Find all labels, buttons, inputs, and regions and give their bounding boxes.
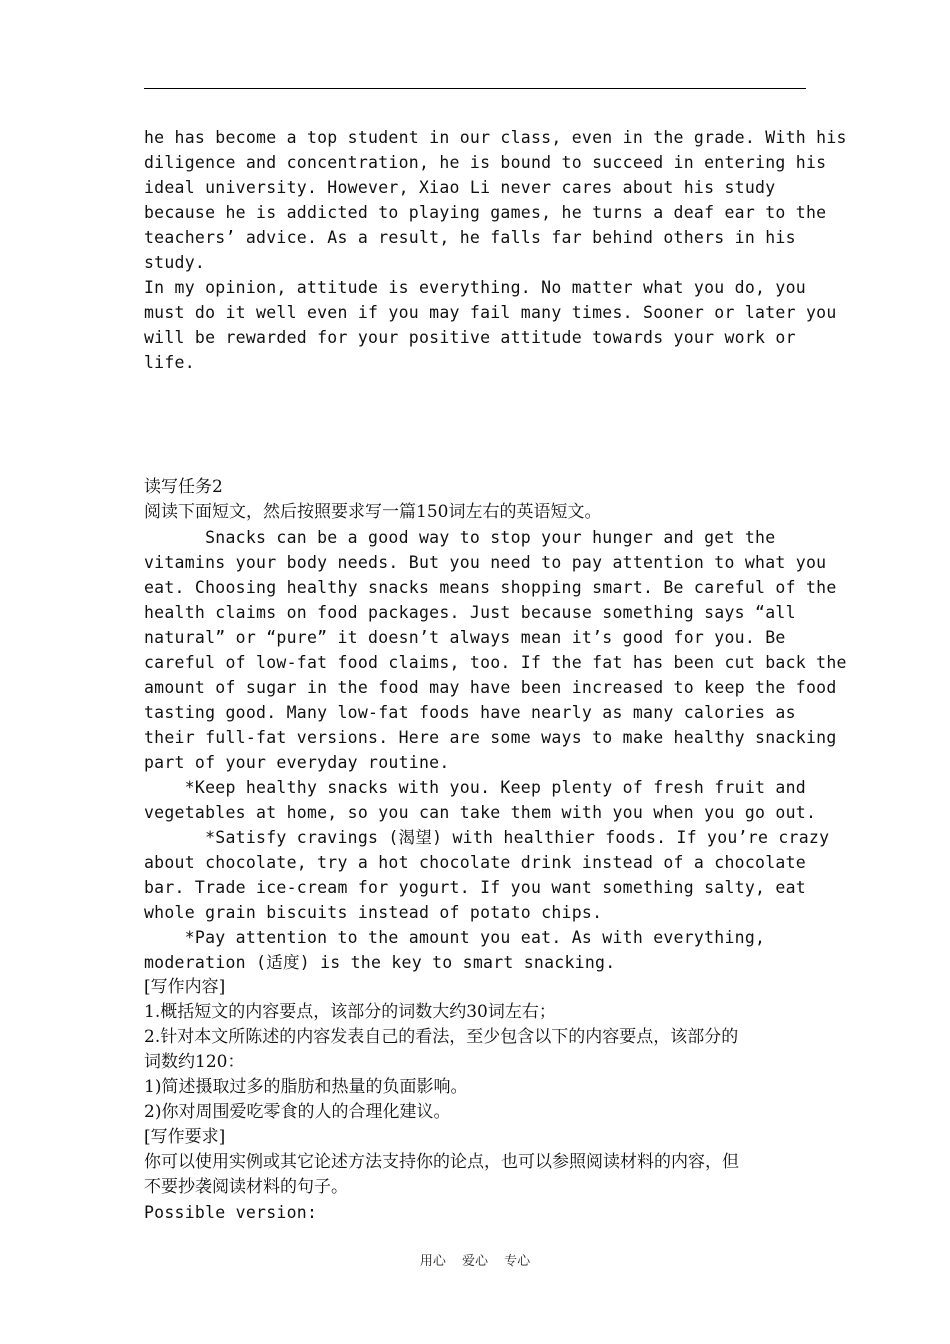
page-content [144, 125, 847, 1225]
essay-line: diligence and concentration, he is bound to succeed in entering his [144, 153, 827, 172]
header-rule [144, 88, 806, 89]
essay-continuation [144, 125, 847, 375]
passage-line: moderation (适度) is the key to smart snacking. [144, 953, 616, 972]
task-instruction: 阅读下面短文，然后按照要求写一篇150词左右的英语短文。 [144, 502, 602, 522]
passage-line: tasting good. Many low-fat foods have nearly as many calories as [144, 703, 796, 722]
passage-line: bar. Trade ice-cream for yogurt. If you want something salty, eat [144, 878, 806, 897]
writing-content-heading: [写作内容] [144, 977, 226, 997]
passage-line: Snacks can be a good way to stop your hunger and get the [144, 528, 776, 547]
passage-line: whole grain biscuits instead of potato chips. [144, 903, 603, 922]
content-item-2-line-1: 2.针对本文所陈述的内容发表自己的看法，至少包含以下的内容要点，该部分的 [144, 1027, 739, 1047]
possible-version-label: Possible version: [144, 1203, 318, 1222]
section-gap [144, 375, 814, 425]
passage-line: amount of sugar in the food may have been increased to keep the food [144, 678, 837, 697]
section-gap [144, 425, 814, 475]
essay-line: he has become a top student in our class, even in the grade. With his [144, 128, 847, 147]
reading-passage [144, 525, 847, 975]
sub-point-1: 1)简述摄取过多的脂肪和热量的负面影响。 [144, 1077, 468, 1097]
requirement-line-2: 不要抄袭阅读材料的句子。 [144, 1177, 348, 1197]
passage-line: *Satisfy cravings (渴望) with healthier foods. If you’re crazy [144, 828, 830, 847]
passage-line: natural” or “pure” it doesn’t always mean it’s good for you. Be [144, 628, 786, 647]
essay-line: life. [144, 353, 195, 372]
essay-line: ideal university. However, Xiao Li never cares about his study [144, 178, 776, 197]
task-title: 读写任务2 [144, 477, 223, 497]
passage-line: part of your everyday routine. [144, 753, 450, 772]
passage-line: their full-fat versions. Here are some ways to make healthy snacking [144, 728, 837, 747]
passage-line: health claims on food packages. Just because something says “all [144, 603, 796, 622]
sub-point-2: 2)你对周围爱吃零食的人的合理化建议。 [144, 1102, 451, 1122]
essay-line: will be rewarded for your positive attitude towards your work or [144, 328, 796, 347]
passage-line: vitamins your body needs. But you need to pay attention to what you [144, 553, 827, 572]
passage-line: *Keep healthy snacks with you. Keep plenty of fresh fruit and [144, 778, 806, 797]
passage-line: vegetables at home, so you can take them with you when you go out. [144, 803, 817, 822]
task-2-section [144, 475, 847, 1225]
passage-line: careful of low-fat food claims, too. If the fat has been cut back the [144, 653, 847, 672]
passage-line: eat. Choosing healthy snacks means shopping smart. Be careful of the [144, 578, 837, 597]
requirement-line-1: 你可以使用实例或其它论述方法支持你的论点，也可以参照阅读材料的内容，但 [144, 1152, 739, 1172]
passage-line: *Pay attention to the amount you eat. As with everything, [144, 928, 766, 947]
essay-line: In my opinion, attitude is everything. No matter what you do, you [144, 278, 806, 297]
essay-line: teachers’ advice. As a result, he falls far behind others in his [144, 228, 796, 247]
content-item-2-line-2: 词数约120： [144, 1052, 245, 1072]
passage-line: about chocolate, try a hot chocolate drink instead of a chocolate [144, 853, 806, 872]
content-item-1: 1.概括短文的内容要点，该部分的词数大约30词左右； [144, 1002, 556, 1022]
essay-line: must do it well even if you may fail many times. Sooner or later you [144, 303, 837, 322]
essay-line: study. [144, 253, 206, 272]
writing-requirement-heading: [写作要求] [144, 1127, 226, 1147]
essay-line: because he is addicted to playing games, he turns a deaf ear to the [144, 203, 827, 222]
page-footer: 用心 爱心 专心 [419, 1254, 531, 1269]
